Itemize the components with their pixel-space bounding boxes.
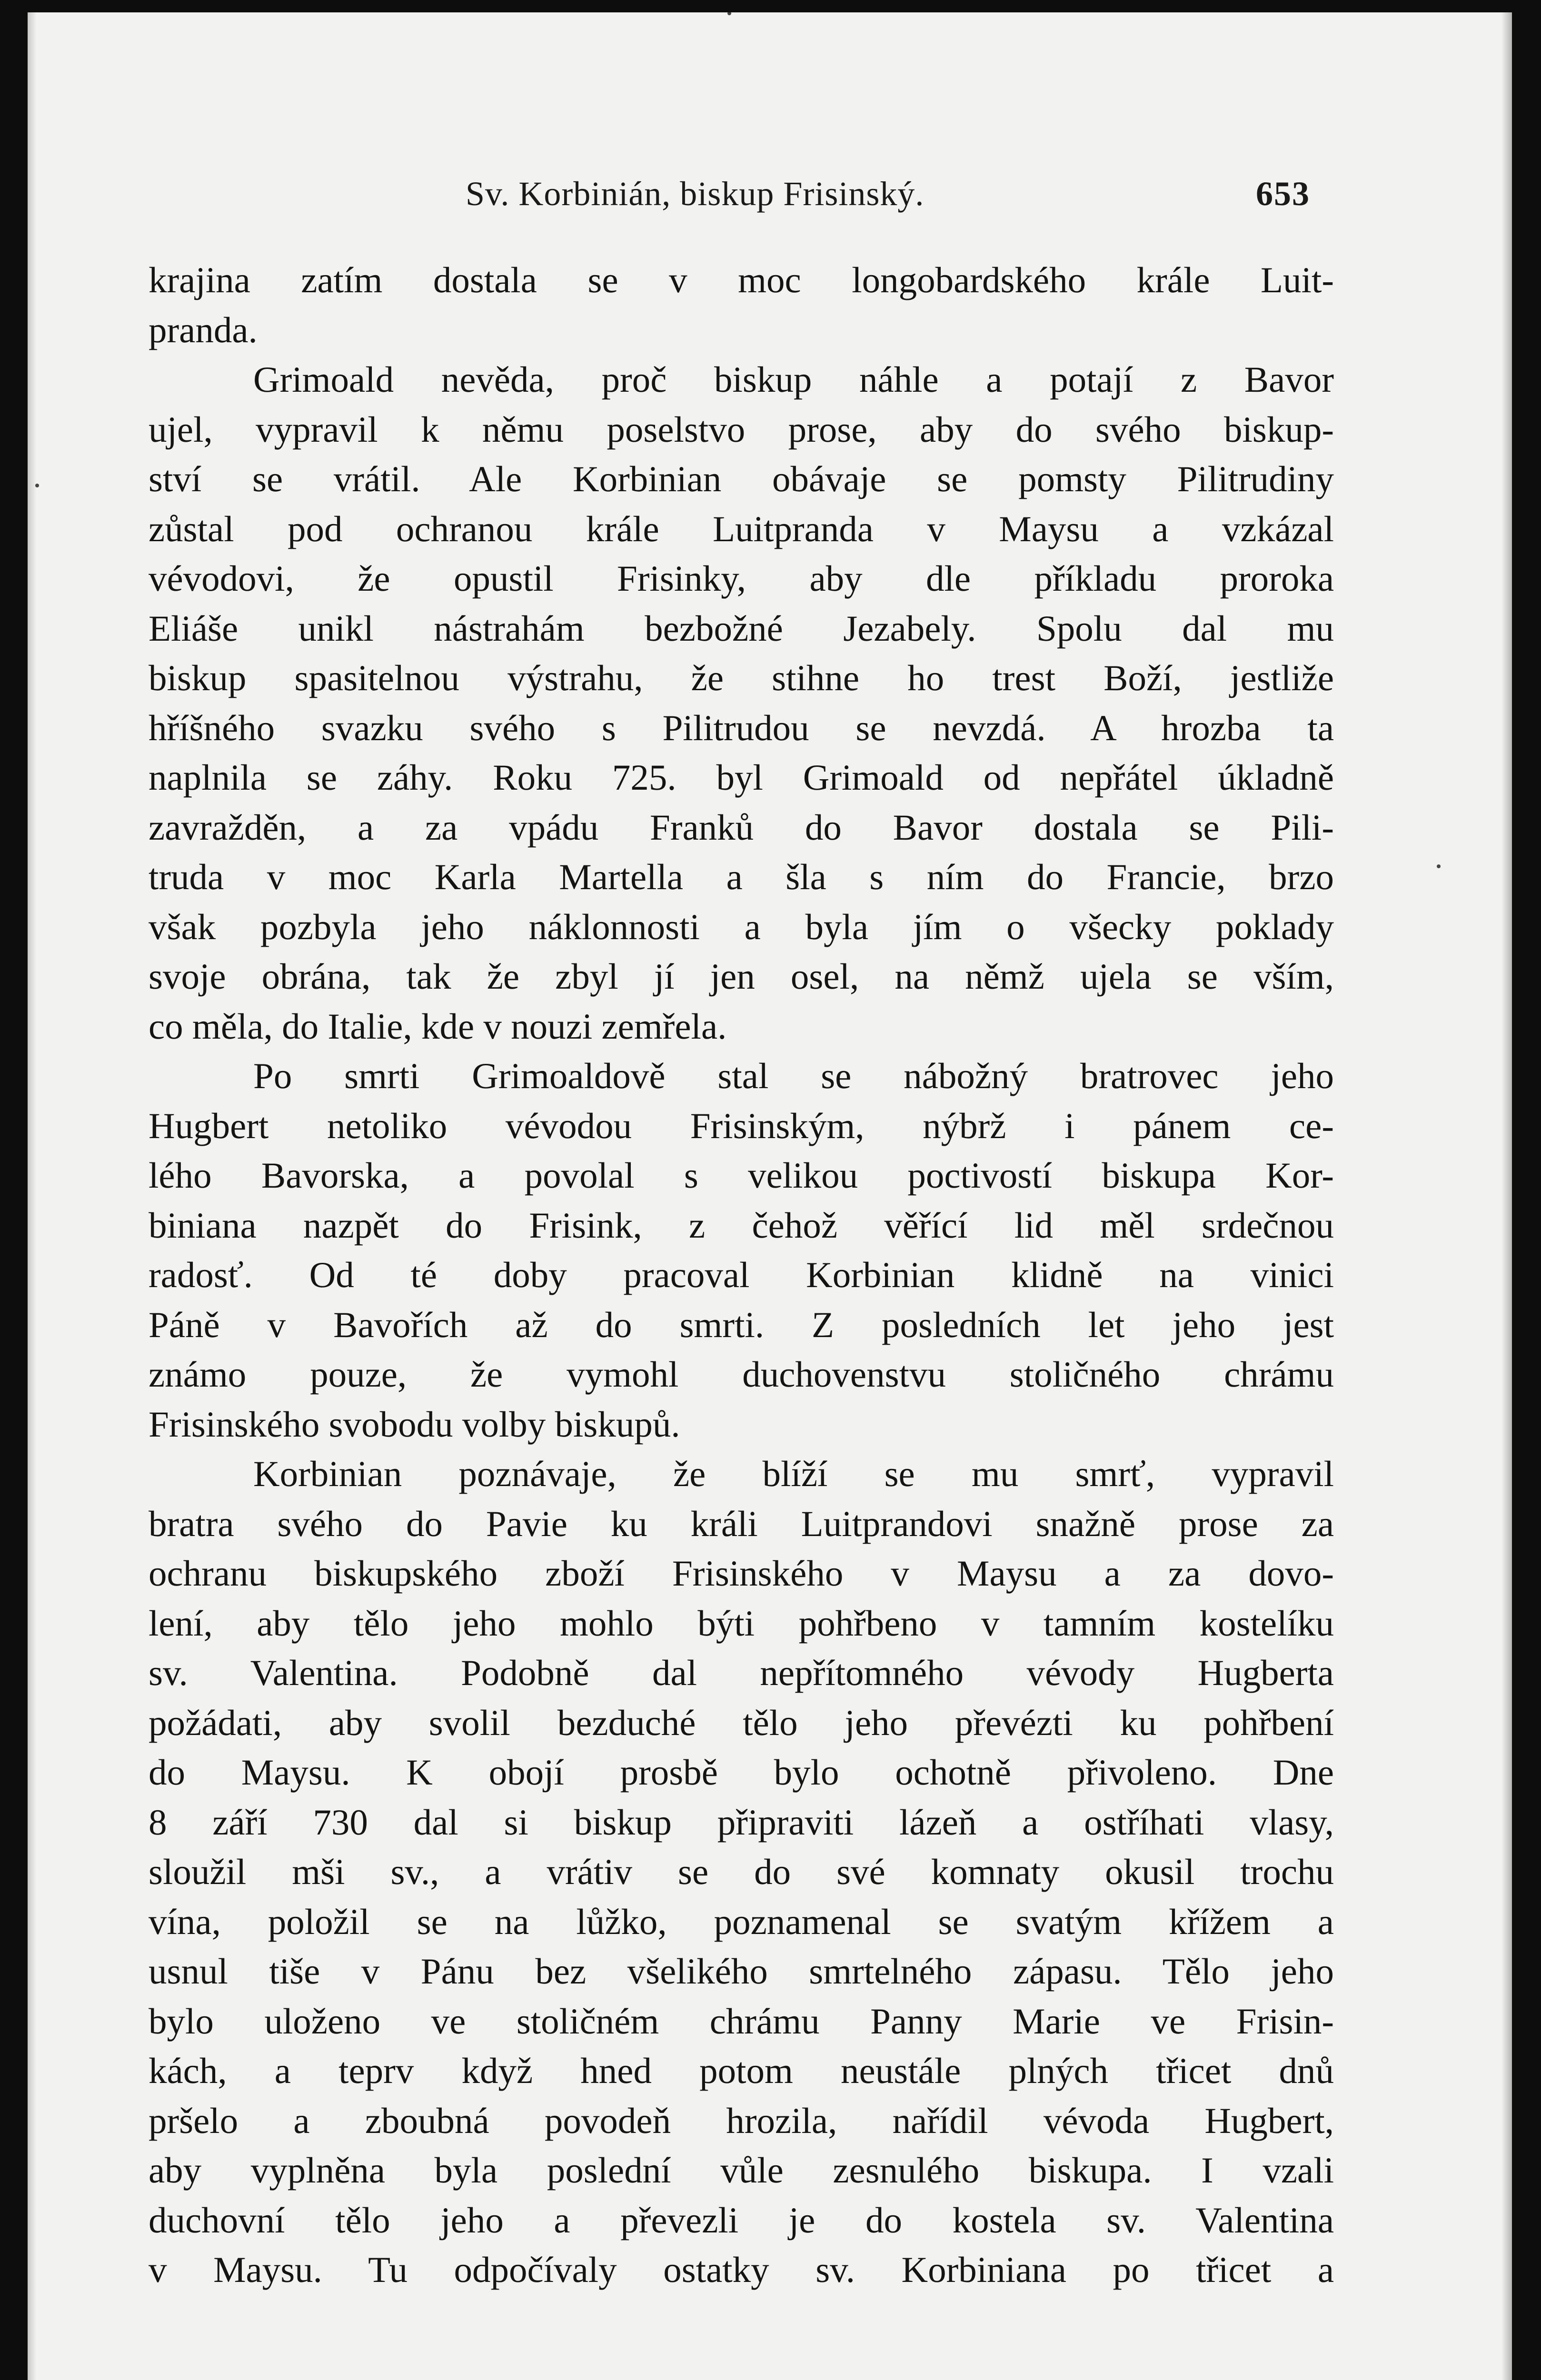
text-line: pršelo a zboubná povodeň hrozila, nařídil vévoda Hugbert,: [149, 2100, 1334, 2141]
page-number: 653: [1256, 175, 1310, 213]
text-line: Páně v Bavořích až do smrti. Z posledních let jeho jest: [149, 1304, 1334, 1345]
text-line: pranda.: [149, 309, 258, 350]
text-line: svoje obrána, tak že zbyl jí jen osel, na němž ujela se vším,: [149, 956, 1334, 997]
text-line: naplnila se záhy. Roku 725. byl Grimoald od nepřátel úkladně: [149, 757, 1334, 798]
text-line: duchovní tělo jeho a převezli je do kostela sv. Valentina: [149, 2199, 1334, 2241]
print-speck: [1437, 864, 1441, 868]
text-line: kách, a teprv když hned potom neustále plných třicet dnů: [149, 2050, 1334, 2091]
text-line: lého Bavorska, a povolal s velikou poctivostí biskupa Kor-: [149, 1155, 1334, 1196]
text-line: biniana nazpět do Frisink, z čehož věřící lid měl srdečnou: [149, 1204, 1334, 1246]
text-line: krajina zatím dostala se v moc longobardského krále Luit-: [149, 259, 1334, 300]
text-line: bylo uloženo ve stoličném chrámu Panny Marie ve Frisin-: [149, 2000, 1334, 2042]
page-edge-shadow-left: [28, 12, 36, 2380]
text-line: usnul tiše v Pánu bez všelikého smrtelného zápasu. Tělo jeho: [149, 1951, 1334, 1992]
text-line: sloužil mši sv., a vrátiv se do své komnaty okusil trochu: [149, 1851, 1334, 1892]
page-edge-shadow-right: [1501, 12, 1512, 2380]
text-line: vévodovi, že opustil Frisinky, aby dle příkladu proroka: [149, 558, 1334, 599]
text-line: známo pouze, že vymohl duchovenstvu stoličného chrámu: [149, 1354, 1334, 1395]
book-page: [28, 12, 1512, 2380]
text-line: co měla, do Italie, kde v nouzi zemřela.: [149, 1005, 727, 1047]
text-line: sv. Valentina. Podobně dal nepřítomného vévody Hugberta: [149, 1652, 1334, 1693]
text-line: do Maysu. K obojí prosbě bylo ochotně přivoleno. Dne: [149, 1752, 1334, 1793]
body-text: [149, 255, 1334, 2295]
text-line: lení, aby tělo jeho mohlo býti pohřbeno v tamním kostelíku: [149, 1602, 1334, 1644]
text-line: aby vyplněna byla poslední vůle zesnulého biskupa. I vzali: [149, 2150, 1334, 2191]
running-head: [28, 174, 1512, 217]
text-line: Korbinian poznávaje, že blíží se mu smrť, vypravil: [253, 1453, 1334, 1494]
text-line: radosť. Od té doby pracoval Korbinian klidně na vinici: [149, 1254, 1334, 1295]
print-speck: [35, 484, 39, 487]
text-line: Grimoald nevěda, proč biskup náhle a potají z Bavor: [253, 359, 1334, 400]
text-line: hříšného svazku svého s Pilitrudou se nevzdá. A hrozba ta: [149, 707, 1334, 748]
running-head-title: Sv. Korbinián, biskup Frisinský.: [466, 175, 925, 213]
text-line: však pozbyla jeho náklonnosti a byla jím o všecky poklady: [149, 906, 1334, 947]
text-line: bratra svého do Pavie ku králi Luitprandovi snažně prose za: [149, 1503, 1334, 1544]
text-line: biskup spasitelnou výstrahu, že stihne ho trest Boží, jestliže: [149, 657, 1334, 698]
print-speck: [727, 12, 731, 15]
text-line: 8 září 730 dal si biskup připraviti lázeň a ostříhati vlasy,: [149, 1801, 1334, 1843]
text-line: vína, položil se na lůžko, poznamenal se svatým křížem a: [149, 1901, 1334, 1942]
text-line: zůstal pod ochranou krále Luitpranda v Maysu a vzkázal: [149, 508, 1334, 549]
text-line: ství se vrátil. Ale Korbinian obávaje se pomsty Pilitrudiny: [149, 458, 1334, 499]
text-line: ujel, vypravil k němu poselstvo prose, aby do svého biskup-: [149, 408, 1334, 450]
text-line: Frisinského svobodu volby biskupů.: [149, 1403, 680, 1445]
text-line: zavražděn, a za vpádu Franků do Bavor dostala se Pili-: [149, 806, 1334, 848]
text-line: Po smrti Grimoaldově stal se nábožný bratrovec jeho: [253, 1055, 1334, 1096]
text-line: Eliáše unikl nástrahám bezbožné Jezabely. Spolu dal mu: [149, 607, 1334, 649]
text-line: požádati, aby svolil bezduché tělo jeho převézti ku pohřbení: [149, 1702, 1334, 1743]
text-line: v Maysu. Tu odpočívaly ostatky sv. Korbiniana po třicet a: [149, 2249, 1334, 2290]
text-line: Hugbert netoliko vévodou Frisinským, nýbrž i pánem ce-: [149, 1105, 1334, 1146]
text-line: ochranu biskupského zboží Frisinského v Maysu a za dovo-: [149, 1553, 1334, 1594]
text-line: truda v moc Karla Martella a šla s ním do Francie, brzo: [149, 856, 1334, 897]
